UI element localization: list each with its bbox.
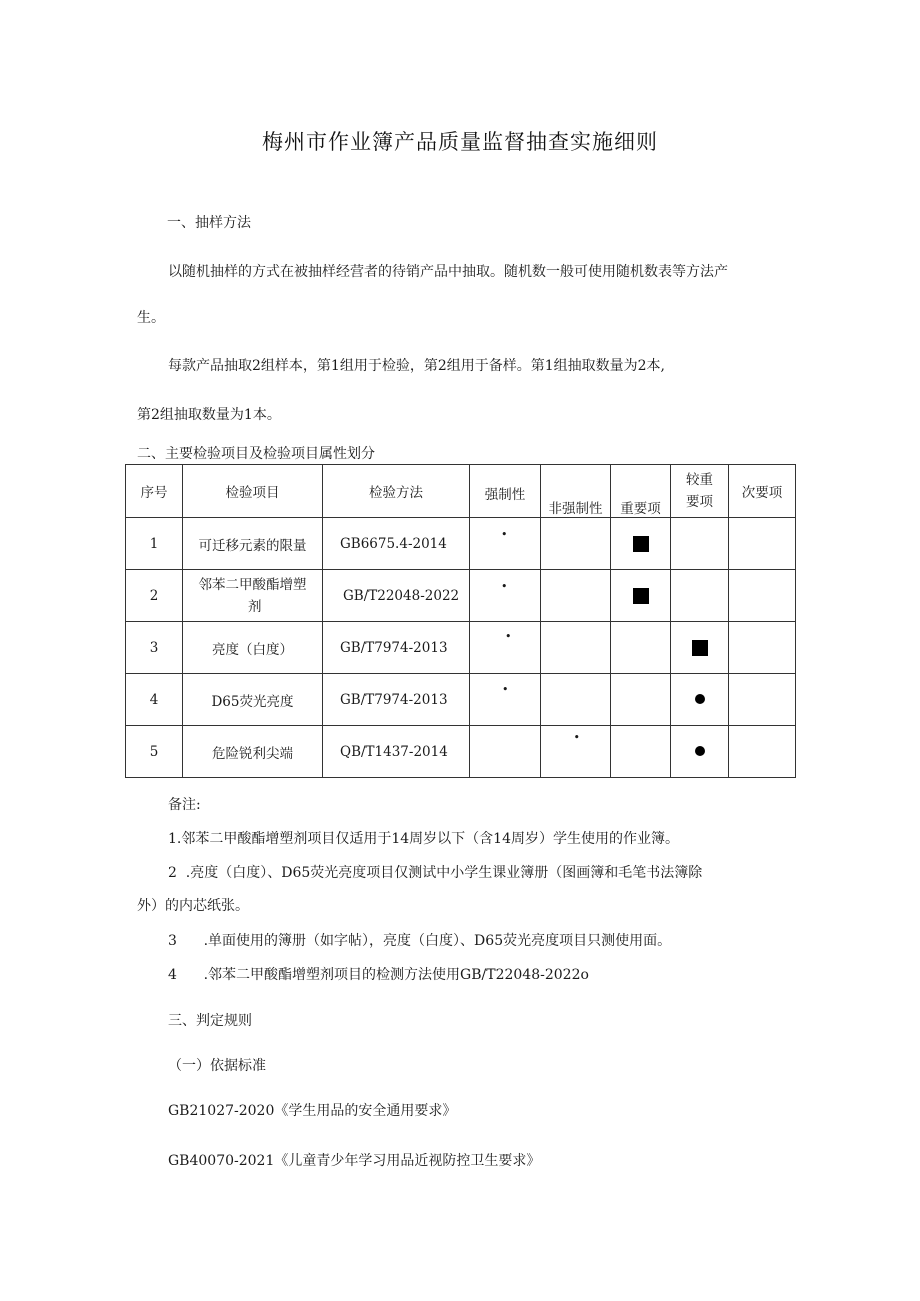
row1-important-cell xyxy=(611,518,671,570)
inspection-items-table xyxy=(125,464,796,778)
row5-important-cell xyxy=(611,726,671,778)
section1-paragraph2-line2: 第2组抽取数量为1本。 xyxy=(137,407,281,423)
note-3: 3 .单面使用的簿册（如字帖），亮度（白度）、D65荧光亮度项目只测使用面。 xyxy=(168,933,672,949)
fairly-important-circle-mark xyxy=(695,746,705,756)
section1-paragraph2-line1: 每款产品抽取2组样本，第1组用于检验，第2组用于备样。第1组抽取数量为2本, xyxy=(168,358,665,374)
header-seq: 序号 xyxy=(126,465,183,518)
row5-seq: 5 xyxy=(126,726,183,778)
row4-item: D65荧光亮度 xyxy=(183,674,323,726)
row1-mandatory-cell xyxy=(470,518,541,570)
row4-important-cell xyxy=(611,674,671,726)
table-row xyxy=(126,674,796,726)
row3-method: GB/T7974-2013 xyxy=(323,622,470,674)
row1-fairly-important-cell xyxy=(671,518,729,570)
section1-paragraph1-line1: 以随机抽样的方式在被抽样经营者的待销产品中抽取。随机数一般可使用随机数表等方法产 xyxy=(168,264,728,280)
header-mandatory: 强制性 xyxy=(470,465,541,518)
nonmandatory-dot-mark: • xyxy=(573,731,580,744)
row2-item-line2: 剂 xyxy=(248,598,262,615)
section2-heading: 二、主要检验项目及检验项目属性划分 xyxy=(137,446,375,462)
row2-item-line1: 邻苯二甲酸酯增塑 xyxy=(198,576,307,593)
row4-seq: 4 xyxy=(126,674,183,726)
row1-seq: 1 xyxy=(126,518,183,570)
header-fairly-important xyxy=(671,465,729,518)
note-1: 1.邻苯二甲酸酯增塑剂项目仅适用于14周岁以下（含14周岁）学生使用的作业簿。 xyxy=(168,831,679,847)
row1-nonmandatory-cell xyxy=(541,518,611,570)
standard-2: GB40070-2021《儿童青少年学习用品近视防控卫生要求》 xyxy=(168,1153,541,1169)
row3-seq: 3 xyxy=(126,622,183,674)
row5-minor-cell xyxy=(729,726,796,778)
row4-method: GB/T7974-2013 xyxy=(323,674,470,726)
note-2-line2: 外）的内芯纸张。 xyxy=(137,898,249,914)
section3-heading: 三、判定规则 xyxy=(168,1013,252,1029)
standard-1: GB21027-2020《学生用品的安全通用要求》 xyxy=(168,1103,457,1119)
row4-minor-cell xyxy=(729,674,796,726)
note-4: 4 .邻苯二甲酸酯增塑剂项目的检测方法使用GB/T22048-2022o xyxy=(168,967,589,983)
header-fairly-important-line1: 较重 xyxy=(686,472,713,488)
header-nonmandatory: 非强制性 xyxy=(541,465,611,518)
row3-important-cell xyxy=(611,622,671,674)
mandatory-dot-mark: • xyxy=(505,630,512,643)
header-fairly-important-line2: 要项 xyxy=(686,494,713,510)
table-row xyxy=(126,518,796,570)
important-square-mark xyxy=(633,588,649,604)
table-row xyxy=(126,622,796,674)
table-header-row xyxy=(126,465,796,518)
note-2-line1: 2 .亮度（白度）、D65荧光亮度项目仅测试中小学生课业簿册（图画簿和毛笔书法簿除 xyxy=(168,865,703,881)
row3-fairly-important-cell xyxy=(671,622,729,674)
row2-method: GB/T22048-2022 xyxy=(323,570,470,622)
row5-item: 危险锐利尖端 xyxy=(183,726,323,778)
row4-nonmandatory-cell xyxy=(541,674,611,726)
page-title: 梅州市作业簿产品质量监督抽查实施细则 xyxy=(262,130,658,154)
fairly-important-circle-mark xyxy=(695,694,705,704)
fairly-important-square-mark xyxy=(692,640,708,656)
header-item: 检验项目 xyxy=(183,465,323,518)
row2-mandatory-cell xyxy=(470,570,541,622)
row5-nonmandatory-cell xyxy=(541,726,611,778)
row3-minor-cell xyxy=(729,622,796,674)
header-method: 检验方法 xyxy=(323,465,470,518)
important-square-mark xyxy=(633,536,649,552)
section3-subheading: （一）依据标准 xyxy=(168,1058,266,1074)
header-minor: 次要项 xyxy=(729,465,796,518)
table-row xyxy=(126,726,796,778)
row1-minor-cell xyxy=(729,518,796,570)
row3-nonmandatory-cell xyxy=(541,622,611,674)
row5-fairly-important-cell xyxy=(671,726,729,778)
row1-item: 可迁移元素的限量 xyxy=(183,518,323,570)
section1-heading: 一、抽样方法 xyxy=(167,215,251,231)
mandatory-dot-mark: • xyxy=(501,528,508,541)
row5-method: QB/T1437-2014 xyxy=(323,726,470,778)
row2-minor-cell xyxy=(729,570,796,622)
table-row xyxy=(126,570,796,622)
row3-item: 亮度（白度） xyxy=(183,622,323,674)
row4-fairly-important-cell xyxy=(671,674,729,726)
header-important: 重要项 xyxy=(611,465,671,518)
mandatory-dot-mark: • xyxy=(502,683,509,696)
row4-mandatory-cell xyxy=(470,674,541,726)
row2-item xyxy=(183,570,323,622)
row3-mandatory-cell xyxy=(470,622,541,674)
row2-nonmandatory-cell xyxy=(541,570,611,622)
row2-fairly-important-cell xyxy=(671,570,729,622)
mandatory-dot-mark: • xyxy=(501,580,508,593)
notes-heading: 备注: xyxy=(168,797,201,813)
section1-paragraph1-line2: 生。 xyxy=(137,310,165,326)
row1-method: GB6675.4-2014 xyxy=(323,518,470,570)
row2-important-cell xyxy=(611,570,671,622)
row5-mandatory-cell xyxy=(470,726,541,778)
row2-seq: 2 xyxy=(126,570,183,622)
